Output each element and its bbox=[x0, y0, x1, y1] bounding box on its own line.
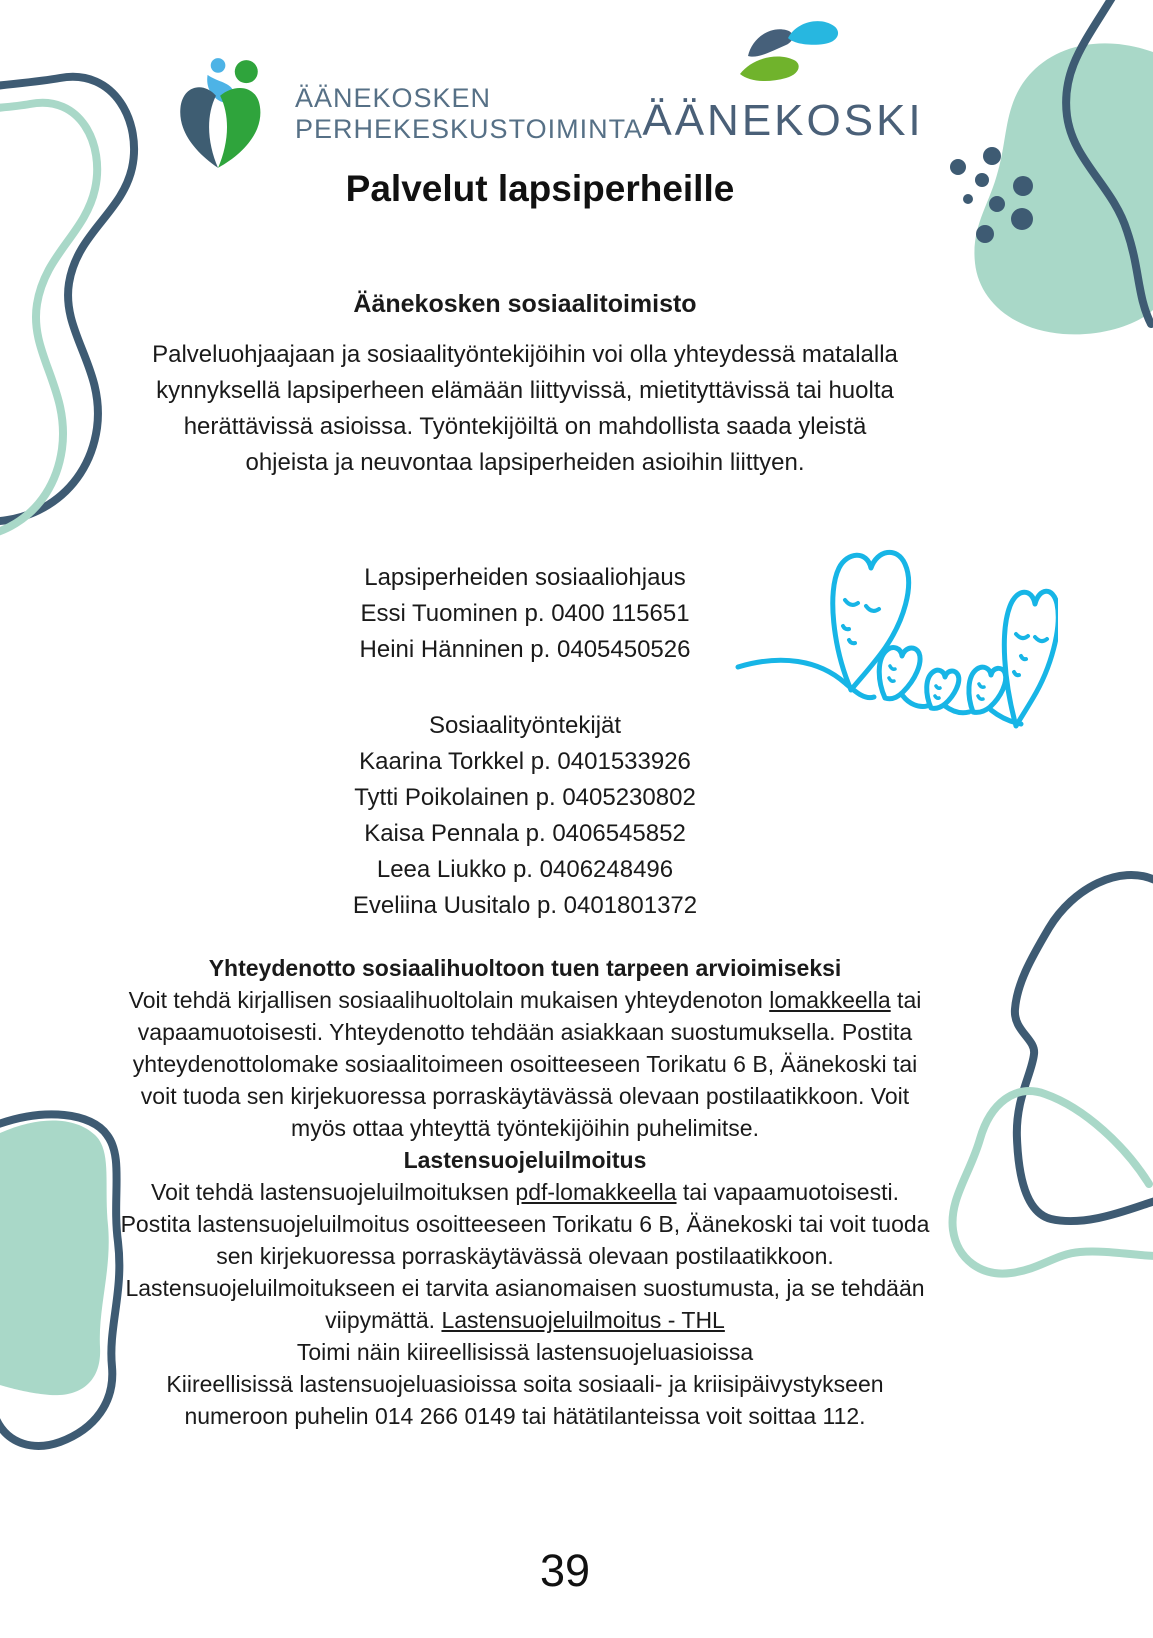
aanekoski-logo bbox=[628, 14, 938, 146]
thl-link[interactable]: Lastensuojeluilmoitus - THL bbox=[441, 1307, 725, 1333]
aanekoski-logo-swoosh bbox=[718, 14, 848, 92]
pdf-lomakkeella-link[interactable]: pdf-lomakkeella bbox=[515, 1179, 677, 1205]
aanekoski-wordmark: ÄÄNEKOSKI bbox=[642, 96, 924, 145]
yhteydenotto-heading: Yhteydenotto sosiaalihuoltoon tuen tarpeen arvioimiseksi bbox=[208, 955, 842, 981]
intro-paragraph bbox=[0, 337, 1050, 481]
contact-line: Eveliina Uusitalo p. 0401801372 bbox=[352, 892, 698, 919]
perhekeskus-logo-text bbox=[295, 83, 643, 145]
lomakkeella-link[interactable]: lomakkeella bbox=[769, 987, 891, 1013]
perhekeskus-logo bbox=[176, 56, 643, 171]
page-number: 39 bbox=[539, 1545, 591, 1596]
yhteydenotto-text-after: tai vapaamuotoisesti. Yhteydenotto tehdään asiakkaan suostumuksella. Postita yhteydenottolomake sosiaalitoimeen osoitteeseen Torikatu 6 B, Äänekoski tai voit tuoda sen kirjekuoressa porraskäytävässä olevaan postilaatikkoon. Voit myös ottaa yhteyttä työntekijöihin puhelimitse. bbox=[132, 987, 922, 1141]
contact-line: Essi Tuominen p. 0400 115651 bbox=[360, 600, 690, 627]
emergency-subheading: Toimi näin kiireellisissä lastensuojeluasioissa bbox=[296, 1339, 754, 1365]
sosiaaliohjaus-heading: Lapsiperheiden sosiaaliohjaus bbox=[364, 564, 686, 591]
navy-curve bbox=[1066, 0, 1151, 324]
lastensuojelu-text-before: Voit tehdä lastensuojeluilmoituksen bbox=[151, 1179, 516, 1205]
contact-line: Kaisa Pennala p. 0406545852 bbox=[364, 820, 686, 847]
lower-section bbox=[0, 952, 1050, 1432]
yhteydenotto-text-before: Voit tehdä kirjallisen sosiaalihuoltolain mukaisen yhteydenoton bbox=[128, 987, 770, 1013]
page-title: Palvelut lapsiperheille bbox=[345, 168, 735, 209]
contact-line: Kaarina Torkkel p. 0401533926 bbox=[359, 748, 691, 775]
yhteydenotto-paragraph bbox=[120, 984, 930, 1144]
lastensuojelu-text-middle: tai vapaamuotoisesti. Postita lastensuojeluilmoitus osoitteeseen Torikatu 6 B, Äänekoski tai voit tuoda sen kirjekuoressa porraskäytävässä olevaan postilaatikkoon. Lastensuojeluilmoitukseen ei tarvita asianomaisen suostumusta, ja se tehdään viipymättä. bbox=[120, 1179, 930, 1333]
contact-line: Leea Liukko p. 0406248496 bbox=[376, 856, 674, 883]
contact-line: Heini Hänninen p. 0405450526 bbox=[359, 636, 691, 663]
perhekeskus-logo-line2: PERHEKESKUSTOIMINTA bbox=[295, 113, 644, 144]
emergency-paragraph: Kiireellisissä lastensuojeluasioissa soita sosiaali- ja kriisipäivystykseen numeroon puhelin 014 266 0149 tai hätätilanteissa voit soittaa 112. bbox=[166, 1371, 884, 1429]
perhekeskus-logo-icon bbox=[176, 56, 281, 171]
intro-text: Palveluohjaajaan ja sosiaalityöntekijöihin voi olla yhteydessä matalalla kynnyksellä lapsiperheen elämään liittyvissä, mietityttävissä tai huolta herättävissä asioissa. Työntekijöiltä on mahdollista saada yleistä ohjeista ja neuvontaa lapsiperheiden asioihin liittyen. bbox=[152, 341, 898, 476]
office-heading: Äänekosken sosiaalitoimisto bbox=[353, 290, 697, 318]
sosiaalityontekijat-block bbox=[0, 708, 1050, 924]
sosiaalityontekijat-heading: Sosiaalityöntekijät bbox=[428, 712, 622, 739]
sosiaaliohjaus-block bbox=[0, 560, 1050, 668]
perhekeskus-logo-line1: ÄÄNEKOSKEN bbox=[295, 82, 492, 113]
contact-line: Tytti Poikolainen p. 0405230802 bbox=[354, 784, 696, 811]
lastensuojelu-paragraph bbox=[120, 1176, 930, 1336]
lastensuojelu-heading: Lastensuojeluilmoitus bbox=[403, 1147, 647, 1173]
